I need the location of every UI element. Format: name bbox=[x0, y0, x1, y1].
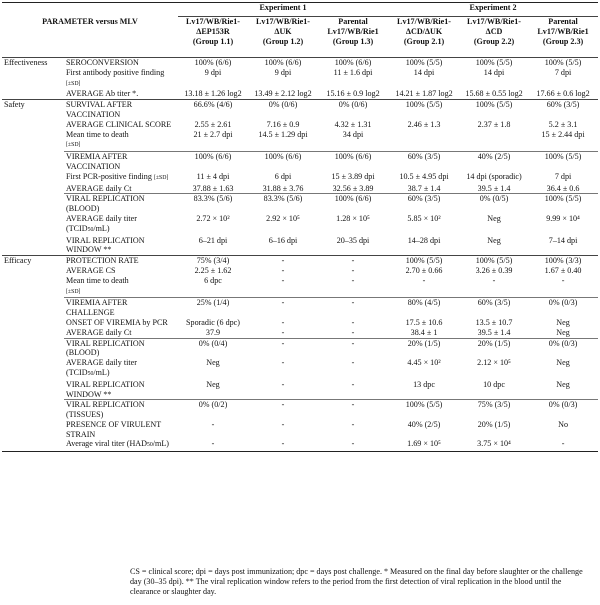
table-cell: 25% (1/4) bbox=[178, 298, 248, 318]
table-cell: 37.88 ± 1.63 bbox=[192, 183, 234, 193]
table-cell: 3.26 ± 0.39 bbox=[475, 265, 513, 275]
table-row bbox=[2, 276, 598, 298]
table-cell: 6 dpc bbox=[204, 275, 222, 285]
table-row bbox=[2, 194, 598, 214]
table-cell: 83.3% (5/6) bbox=[248, 194, 318, 214]
table-row bbox=[2, 298, 598, 318]
table-row bbox=[2, 380, 598, 400]
table-cell: 2.12 × 10⁵ bbox=[477, 358, 511, 368]
table-cell: 7 dpi bbox=[554, 171, 572, 181]
table-cell: 9 dpi bbox=[274, 67, 292, 77]
table-cell: 1.67 ± 0.40 bbox=[544, 265, 582, 275]
table-cell: 2.37 ± 1.8 bbox=[477, 119, 511, 129]
table-row bbox=[2, 120, 598, 130]
table-cell: - bbox=[248, 298, 318, 318]
table-cell: 100% (6/6) bbox=[318, 152, 388, 172]
table-cell: Neg bbox=[487, 213, 501, 223]
table-cell: - bbox=[211, 419, 215, 429]
table-row bbox=[2, 400, 598, 420]
group-header-1-1: Lv17/WB/Rie1- ΔEP153R (Group 1.1) bbox=[178, 17, 248, 58]
row-label: PROTECTION RATE bbox=[64, 256, 178, 266]
table-cell: 100% (6/6) bbox=[178, 152, 248, 172]
table-cell: Neg bbox=[556, 317, 570, 327]
table-row bbox=[2, 68, 598, 90]
table-cell: 1.28 × 10⁵ bbox=[336, 213, 370, 223]
table-cell: - bbox=[318, 256, 388, 266]
row-label: AVERAGE daily titer (TCID50/mL) bbox=[66, 213, 137, 233]
table-cell: 100% (3/3) bbox=[528, 256, 598, 266]
row-label: AVERAGE daily titer (TCID50/mL) bbox=[66, 358, 137, 377]
table-row bbox=[2, 152, 598, 172]
table-cell: 14 dpi bbox=[413, 67, 435, 77]
table-cell: - bbox=[248, 400, 318, 420]
table-cell: 100% (5/5) bbox=[528, 152, 598, 172]
table-cell bbox=[388, 130, 460, 152]
table-cell: 13.49 ± 2.12 log2 bbox=[254, 89, 312, 99]
table-cell: 2.55 ± 2.61 bbox=[194, 119, 232, 129]
table-cell: 13.18 ± 1.26 log2 bbox=[184, 89, 242, 99]
table-cell: 6 dpi bbox=[274, 171, 292, 181]
table-row bbox=[2, 58, 598, 68]
table-cell: 60% (3/5) bbox=[460, 298, 528, 318]
table-cell: 14–28 dpi bbox=[407, 235, 441, 245]
row-label: SURVIVAL AFTER VACCINATION bbox=[64, 100, 178, 120]
table-cell: 7 dpi bbox=[554, 67, 572, 77]
row-label: AVERAGE CLINICAL SCORE bbox=[66, 119, 172, 129]
table-cell: 15.16 ± 0.9 log2 bbox=[326, 89, 380, 99]
table-cell: 0% (0/5) bbox=[460, 194, 528, 214]
table-cell: 11 ± 4 dpi bbox=[196, 171, 230, 181]
table-cell: 100% (6/6) bbox=[334, 58, 372, 67]
table-cell: 9 dpi bbox=[204, 67, 222, 77]
section-safety: Safety bbox=[2, 100, 64, 120]
row-label: VIRAL REPLICATION WINDOW ** bbox=[66, 379, 145, 399]
row-label: First PCR-positive finding [±SD] bbox=[66, 171, 169, 181]
group-header-1-2: Lv17/WB/Rie1- ΔUK (Group 1.2) bbox=[248, 17, 318, 58]
table-cell: - bbox=[281, 327, 285, 337]
table-cell: 66.6% (4/6) bbox=[178, 100, 248, 120]
table-cell: - bbox=[351, 419, 355, 429]
table-cell: 9.99 × 10⁴ bbox=[546, 213, 580, 223]
parameter-column-header: PARAMETER versus MLV bbox=[2, 17, 178, 58]
table-cell: 2.46 ± 1.3 bbox=[407, 119, 441, 129]
row-label: AVERAGE Ab titer *. bbox=[66, 89, 139, 99]
table-cell: 7.16 ± 0.9 bbox=[266, 119, 300, 129]
table-cell: - bbox=[281, 419, 285, 429]
table-cell: - bbox=[248, 338, 318, 358]
table-cell: 2.25 ± 1.62 bbox=[194, 265, 232, 275]
table-cell: 34 dpi bbox=[342, 129, 364, 139]
table-row bbox=[2, 172, 598, 184]
table-cell: 5.85 × 10² bbox=[407, 213, 441, 223]
table-cell: 2.70 ± 0.66 bbox=[405, 265, 443, 275]
table-cell: 100% (5/5) bbox=[388, 256, 460, 266]
row-label: AVERAGE daily Ct bbox=[66, 183, 132, 193]
table-cell: 7–14 dpi bbox=[548, 235, 578, 245]
row-label: VIRAL REPLICATION (TISSUES) bbox=[64, 400, 178, 420]
table-cell: 15 ± 3.89 dpi bbox=[331, 171, 375, 181]
table-cell: - bbox=[351, 358, 355, 368]
table-cell: Neg bbox=[206, 358, 220, 368]
row-label: VIRAL REPLICATION (BLOOD) bbox=[64, 194, 178, 214]
row-label: First antibody positive finding [±SD] bbox=[66, 67, 165, 87]
row-label: AVERAGE daily Ct bbox=[66, 327, 132, 337]
row-label: VIREMIA AFTER CHALLENGE bbox=[64, 298, 178, 318]
row-label: AVERAGE CS bbox=[66, 265, 116, 275]
row-label: VIREMIA AFTER VACCINATION bbox=[64, 152, 178, 172]
table-cell: 0% (0/2) bbox=[178, 400, 248, 420]
table-cell: 15.68 ± 0.55 log2 bbox=[465, 89, 523, 99]
group-header-2-3: Parental Lv17/WB/Rie1 (Group 2.3) bbox=[528, 17, 598, 58]
table-cell: 13.5 ± 10.7 bbox=[475, 317, 513, 327]
table-cell: - bbox=[492, 275, 496, 285]
experiment-2-header: Experiment 2 bbox=[388, 3, 598, 17]
table-cell: 13 dpc bbox=[413, 379, 435, 389]
table-cell: 100% (5/5) bbox=[460, 100, 528, 120]
table-cell: - bbox=[528, 439, 598, 451]
table-cell: 100% (6/6) bbox=[318, 194, 388, 214]
table-cell: 100% (5/5) bbox=[405, 58, 443, 67]
table-cell: 31.88 ± 3.76 bbox=[262, 183, 304, 193]
table-cell: 2.72 × 10² bbox=[196, 213, 230, 223]
table-cell: 11 ± 1.6 dpi bbox=[333, 67, 373, 77]
table-cell: 4.32 ± 1.31 bbox=[334, 119, 372, 129]
table-row bbox=[2, 266, 598, 276]
table-row bbox=[2, 236, 598, 256]
table-cell: - bbox=[281, 317, 285, 327]
table-cell: 17.66 ± 0.6 log2 bbox=[536, 89, 590, 99]
table-row bbox=[2, 256, 598, 266]
table-row bbox=[2, 130, 598, 152]
table-cell: 0% (0/6) bbox=[318, 100, 388, 120]
group-header-1-3: Parental Lv17/WB/Rie1 (Group 1.3) bbox=[318, 17, 388, 58]
row-label: Mean time to death [±SD] bbox=[66, 129, 129, 149]
row-label: VIRAL REPLICATION (BLOOD) bbox=[64, 338, 178, 358]
table-cell: - bbox=[178, 439, 248, 451]
table-cell: 40% (2/5) bbox=[407, 419, 441, 429]
table-cell: 100% (6/6) bbox=[248, 152, 318, 172]
table-cell: Neg bbox=[487, 235, 501, 245]
table-cell: - bbox=[318, 439, 388, 451]
row-label: ONSET OF VIREMIA by PCR bbox=[66, 317, 168, 327]
table-cell: 100% (6/6) bbox=[264, 58, 302, 67]
table-cell: 6–16 dpi bbox=[268, 235, 298, 245]
table-cell: 38.7 ± 1.4 bbox=[407, 183, 441, 193]
table-row bbox=[2, 100, 598, 120]
experiment-1-header: Experiment 1 bbox=[178, 3, 388, 17]
table-cell: - bbox=[422, 275, 426, 285]
table-cell: - bbox=[351, 275, 355, 285]
table-cell: 40% (2/5) bbox=[460, 152, 528, 172]
table-cell: 39.5 ± 1.4 bbox=[477, 183, 511, 193]
table-cell: 14 dpi bbox=[483, 67, 505, 77]
table-cell: - bbox=[281, 379, 285, 389]
table-cell: Neg bbox=[206, 379, 220, 389]
row-label: PRESENCE OF VIRULENT STRAIN bbox=[66, 419, 162, 439]
table-cell: 21 ± 2.7 dpi bbox=[193, 129, 233, 139]
table-cell: 100% (5/5) bbox=[388, 400, 460, 420]
table-cell: 32.56 ± 3.89 bbox=[332, 183, 374, 193]
table-cell: 100% (5/5) bbox=[460, 256, 528, 266]
table-cell: 2.92 × 10⁵ bbox=[266, 213, 300, 223]
table-cell bbox=[460, 130, 528, 152]
row-label: SEROCONVERSION bbox=[66, 58, 139, 67]
table-cell: Neg bbox=[556, 327, 570, 337]
table-cell: 20% (1/5) bbox=[460, 338, 528, 358]
row-label: VIRAL REPLICATION WINDOW ** bbox=[66, 235, 145, 255]
table-cell: Neg bbox=[556, 379, 570, 389]
table-cell: 75% (3/4) bbox=[178, 256, 248, 266]
table-cell: 36.4 ± 0.6 bbox=[546, 183, 580, 193]
table-row bbox=[2, 439, 598, 451]
table-row bbox=[2, 358, 598, 380]
table-row bbox=[2, 214, 598, 236]
table-cell: Neg bbox=[556, 358, 570, 368]
table-cell: 17.5 ± 10.6 bbox=[405, 317, 443, 327]
group-header-2-1: Lv17/WB/Rie1- ΔCD/ΔUK (Group 2.1) bbox=[388, 17, 460, 58]
group-header-row bbox=[2, 17, 598, 58]
table-cell: 60% (3/5) bbox=[388, 194, 460, 214]
table-cell: - bbox=[248, 256, 318, 266]
table-cell: 1.69 × 10⁵ bbox=[388, 439, 460, 451]
table-row bbox=[2, 338, 598, 358]
table-cell: 10 dpc bbox=[483, 379, 505, 389]
table-row bbox=[2, 184, 598, 194]
table-cell: 20–35 dpi bbox=[336, 235, 370, 245]
table-cell: 100% (6/6) bbox=[194, 58, 232, 67]
table-row bbox=[2, 328, 598, 338]
table-row bbox=[2, 318, 598, 328]
table-cell: 15 ± 2.44 dpi bbox=[541, 129, 585, 139]
table-cell: 100% (5/5) bbox=[388, 100, 460, 120]
table-row bbox=[2, 420, 598, 440]
table-cell: 37.9 bbox=[205, 327, 221, 337]
table-cell: - bbox=[351, 265, 355, 275]
table-cell: 0% (0/4) bbox=[178, 338, 248, 358]
table-cell: - bbox=[281, 358, 285, 368]
table-cell: 20% (1/5) bbox=[388, 338, 460, 358]
table-cell: - bbox=[318, 338, 388, 358]
table-cell: 14.21 ± 1.87 log2 bbox=[395, 89, 453, 99]
table-cell: - bbox=[248, 439, 318, 451]
table-cell: 38.4 ± 1 bbox=[410, 327, 438, 337]
table-row bbox=[2, 89, 598, 99]
table-cell: - bbox=[281, 265, 285, 275]
row-label: Mean time to death [±SD] bbox=[66, 275, 129, 295]
table-cell: 0% (0/3) bbox=[528, 400, 598, 420]
table-cell: 83.3% (5/6) bbox=[178, 194, 248, 214]
parameter-table bbox=[2, 2, 598, 452]
table-cell: 3.75 × 10⁴ bbox=[460, 439, 528, 451]
table-cell: - bbox=[281, 275, 285, 285]
table-cell: 75% (3/5) bbox=[460, 400, 528, 420]
experiment-header-row bbox=[2, 3, 598, 17]
table-cell: 14 dpi (sporadic) bbox=[466, 171, 522, 181]
table-cell: 60% (3/5) bbox=[528, 100, 598, 120]
table-cell: - bbox=[561, 275, 565, 285]
table-cell: 0% (0/3) bbox=[528, 298, 598, 318]
table-cell: 39.5 ± 1.4 bbox=[477, 327, 511, 337]
table-cell: 100% (5/5) bbox=[544, 58, 582, 67]
table-cell: 5.2 ± 3.1 bbox=[548, 119, 578, 129]
table-cell: 14.5 ± 1.29 dpi bbox=[258, 129, 308, 139]
table-cell: - bbox=[351, 327, 355, 337]
table-cell: - bbox=[351, 317, 355, 327]
table-footnote: CS = clinical score; dpi = days post immunization; dpc = days post challenge. * Measured on the final day before slaughter or the challenge day (30–35 dpi). ** The viral replication window refers to the period from the first detection of viral replication in the blood until the clearance or slaughter day. bbox=[130, 567, 583, 596]
table-cell: No bbox=[558, 419, 568, 429]
section-efficacy: Efficacy bbox=[2, 256, 64, 266]
section-effectiveness: Effectiveness bbox=[4, 58, 48, 67]
table-cell: Sporadic (6 dpc) bbox=[186, 317, 240, 327]
table-cell: - bbox=[318, 400, 388, 420]
table-cell: - bbox=[318, 298, 388, 318]
row-label: Average viral titer (HAD50/mL) bbox=[64, 439, 178, 451]
table-cell: - bbox=[351, 379, 355, 389]
table-cell: 6–21 dpi bbox=[198, 235, 228, 245]
table-cell: 0% (0/3) bbox=[528, 338, 598, 358]
table-cell: 20% (1/5) bbox=[477, 419, 511, 429]
table-cell: 80% (4/5) bbox=[388, 298, 460, 318]
table-cell: 60% (3/5) bbox=[388, 152, 460, 172]
table-cell: 100% (5/5) bbox=[475, 58, 513, 67]
table-cell: 10.5 ± 4.95 dpi bbox=[399, 171, 449, 181]
table-cell: 0% (0/6) bbox=[248, 100, 318, 120]
group-header-2-2: Lv17/WB/Rie1- ΔCD (Group 2.2) bbox=[460, 17, 528, 58]
table-cell: 100% (5/5) bbox=[528, 194, 598, 214]
table-cell: 4.45 × 10² bbox=[407, 358, 441, 368]
